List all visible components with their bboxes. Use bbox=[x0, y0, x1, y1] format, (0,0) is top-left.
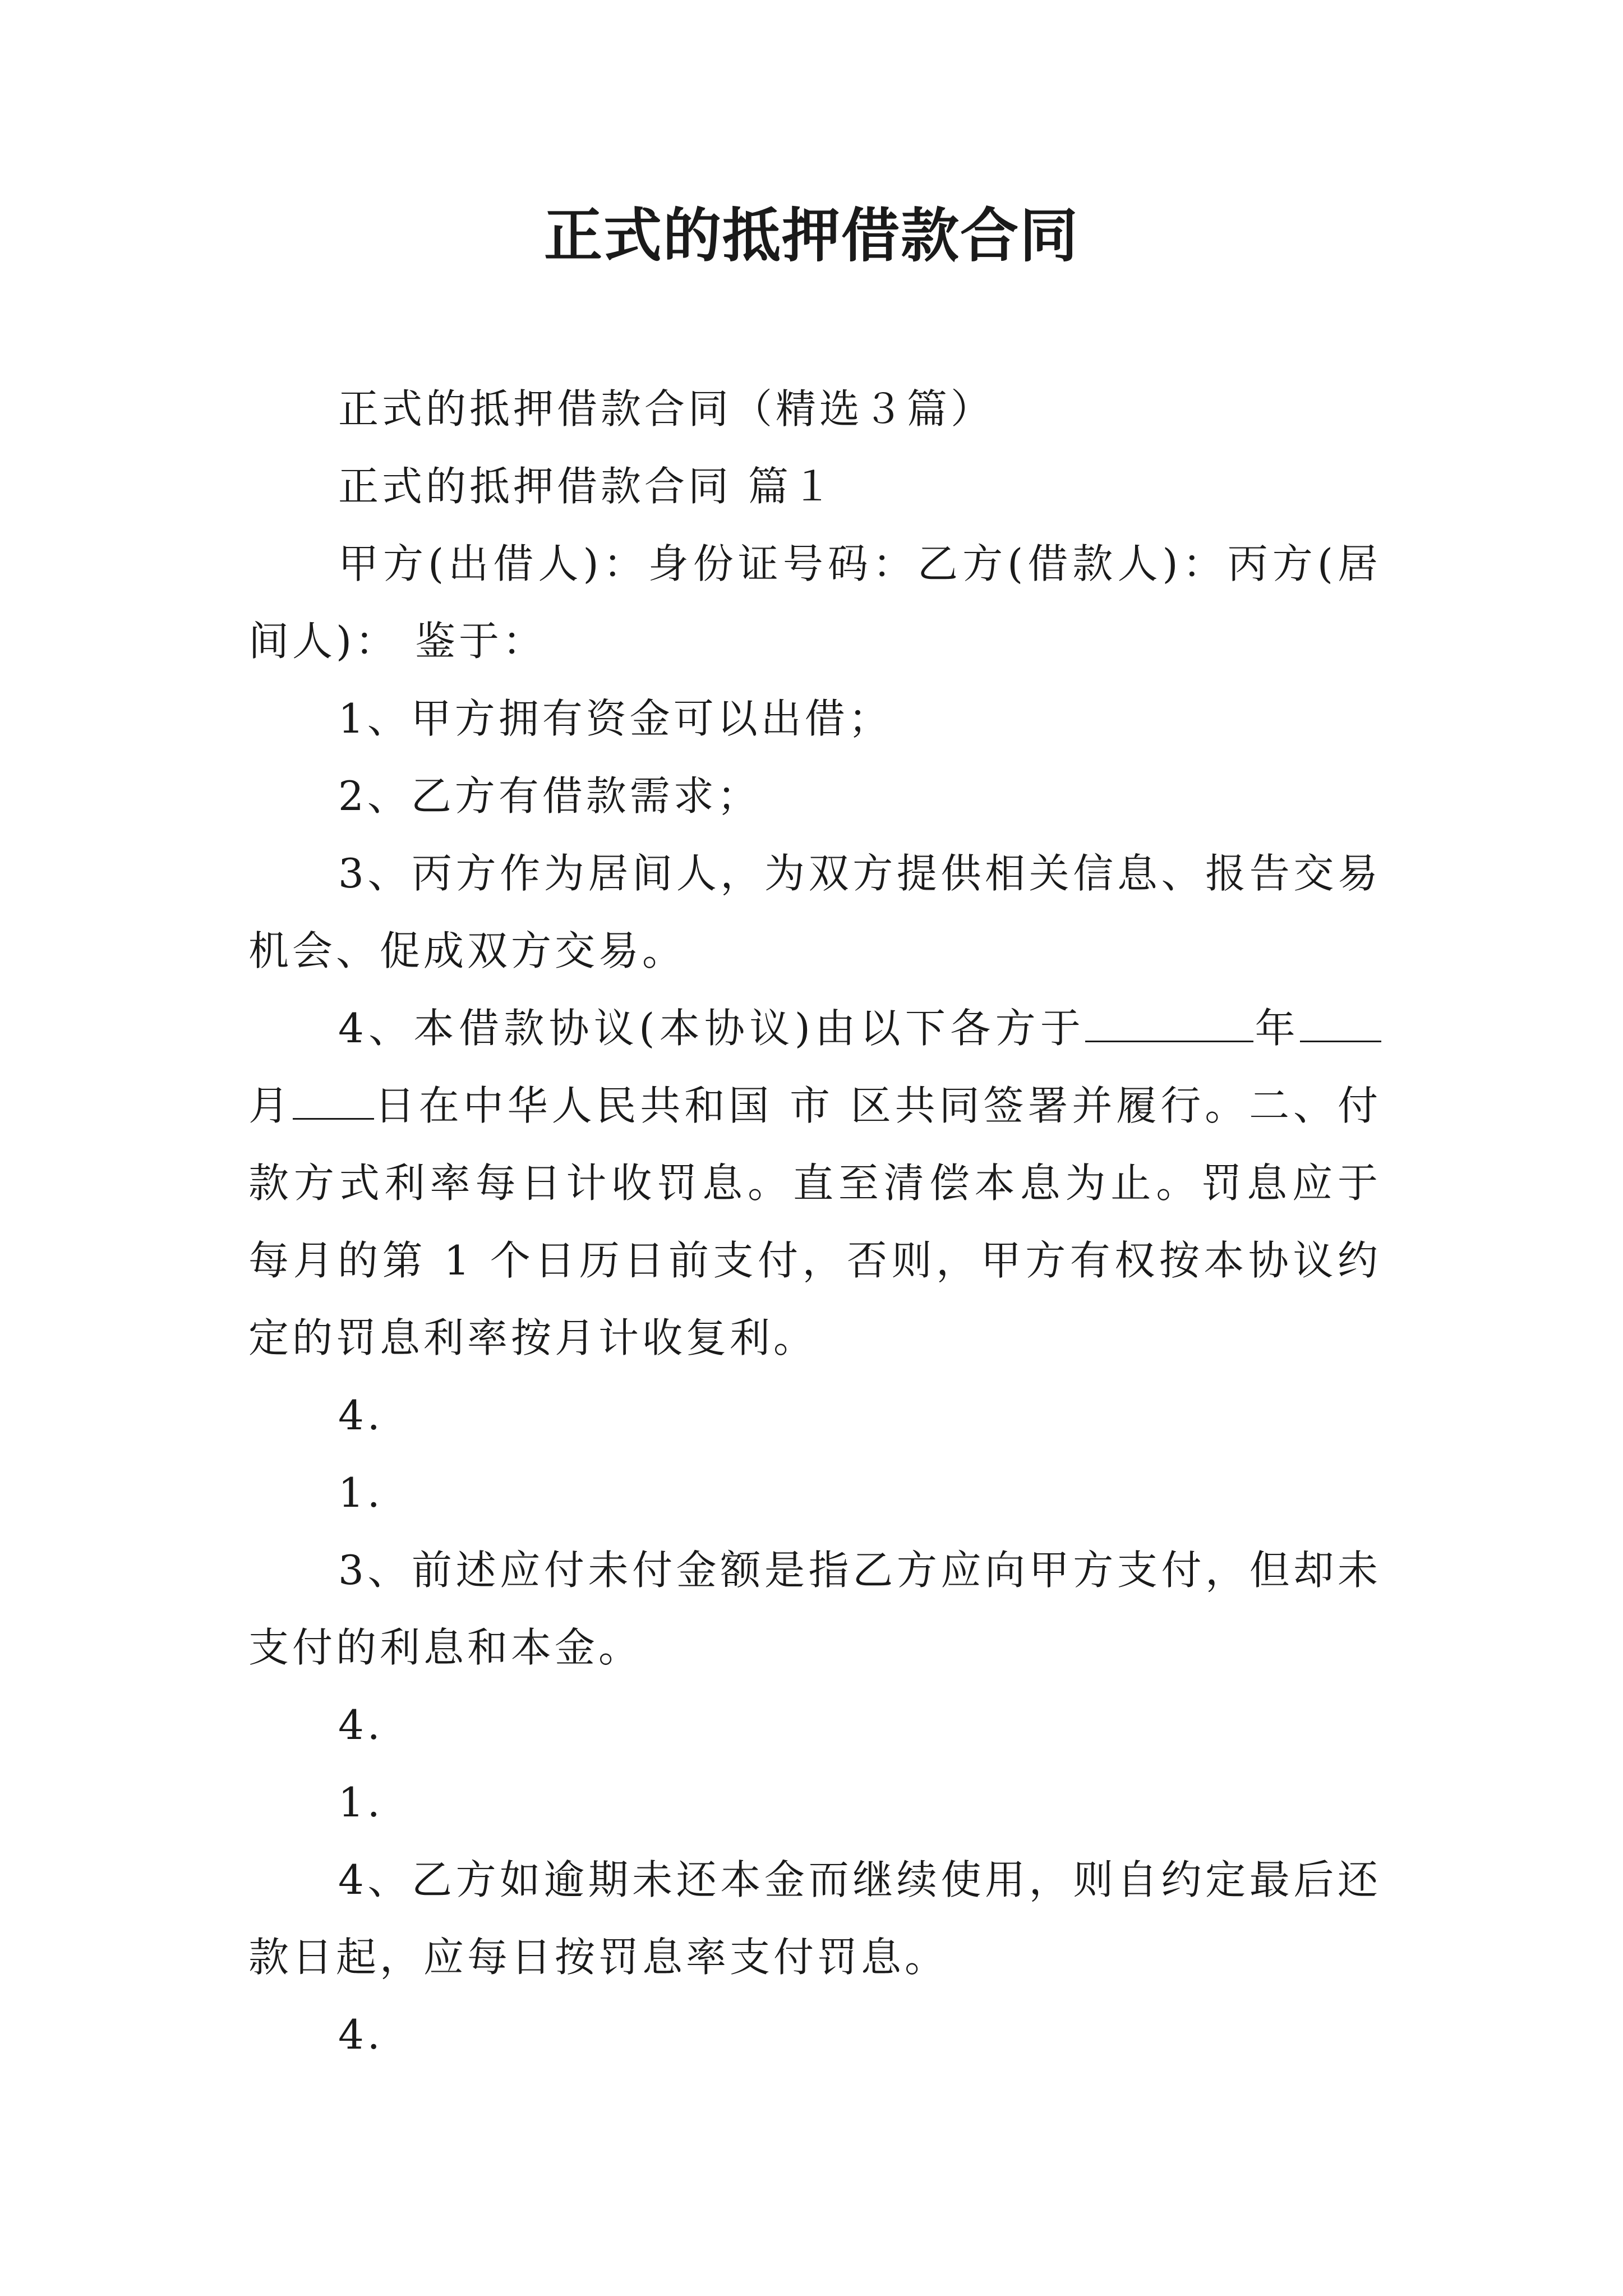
day-blank bbox=[293, 1080, 374, 1120]
year-label: 年 bbox=[1253, 1005, 1300, 1052]
document-subtitle: 正式的抵押借款合同（精选３篇） bbox=[338, 385, 995, 432]
document-body bbox=[248, 370, 1381, 2073]
document-title: 正式的抵押借款合同 bbox=[543, 201, 1079, 270]
recital-item-2: 2、乙方有借款需求； bbox=[338, 772, 761, 820]
recital-item-4 bbox=[248, 990, 1381, 1377]
clause-number-c: 4. bbox=[338, 1701, 384, 1749]
section-heading: 正式的抵押借款合同 篇１ bbox=[338, 463, 836, 510]
clause-item-3: 3、前述应付未付金额是指乙方应向甲方支付，但却未支付的利息和本金。 bbox=[248, 1547, 1381, 1671]
clause-number-a: 4. bbox=[338, 1392, 384, 1439]
year-blank bbox=[1085, 1002, 1253, 1042]
item-4-suffix: 日在中华人民共和国 市 区共同签署并履行。二、付款方式利率每日计收罚息。直至清偿本息为止。罚息应于每月的第 1 个日历日前支付，否则，甲方有权按本协议约定的罚息利率按月计收复利。 bbox=[248, 1082, 1381, 1361]
recital-item-1: 1、甲方拥有资金可以出借； bbox=[338, 695, 892, 742]
clause-number-b: 1. bbox=[338, 1469, 384, 1516]
parties-paragraph: 甲方(出借人)：身份证号码：乙方(借款人)：丙方(居间人)： 鉴于： bbox=[248, 540, 1381, 665]
clause-number-d: 1. bbox=[338, 1779, 384, 1826]
clause-number-e: 4. bbox=[338, 2011, 384, 2058]
month-blank bbox=[1300, 1002, 1381, 1042]
recital-item-3: 3、丙方作为居间人，为双方提供相关信息、报告交易机会、促成双方交易。 bbox=[248, 850, 1381, 974]
item-4-prefix: 4、本借款协议(本协议)由以下各方于 bbox=[338, 1005, 1086, 1052]
month-label: 月 bbox=[248, 1082, 293, 1129]
clause-item-4: 4、乙方如逾期未还本金而继续使用，则自约定最后还款日起，应每日按罚息率支付罚息。 bbox=[248, 1856, 1381, 1981]
